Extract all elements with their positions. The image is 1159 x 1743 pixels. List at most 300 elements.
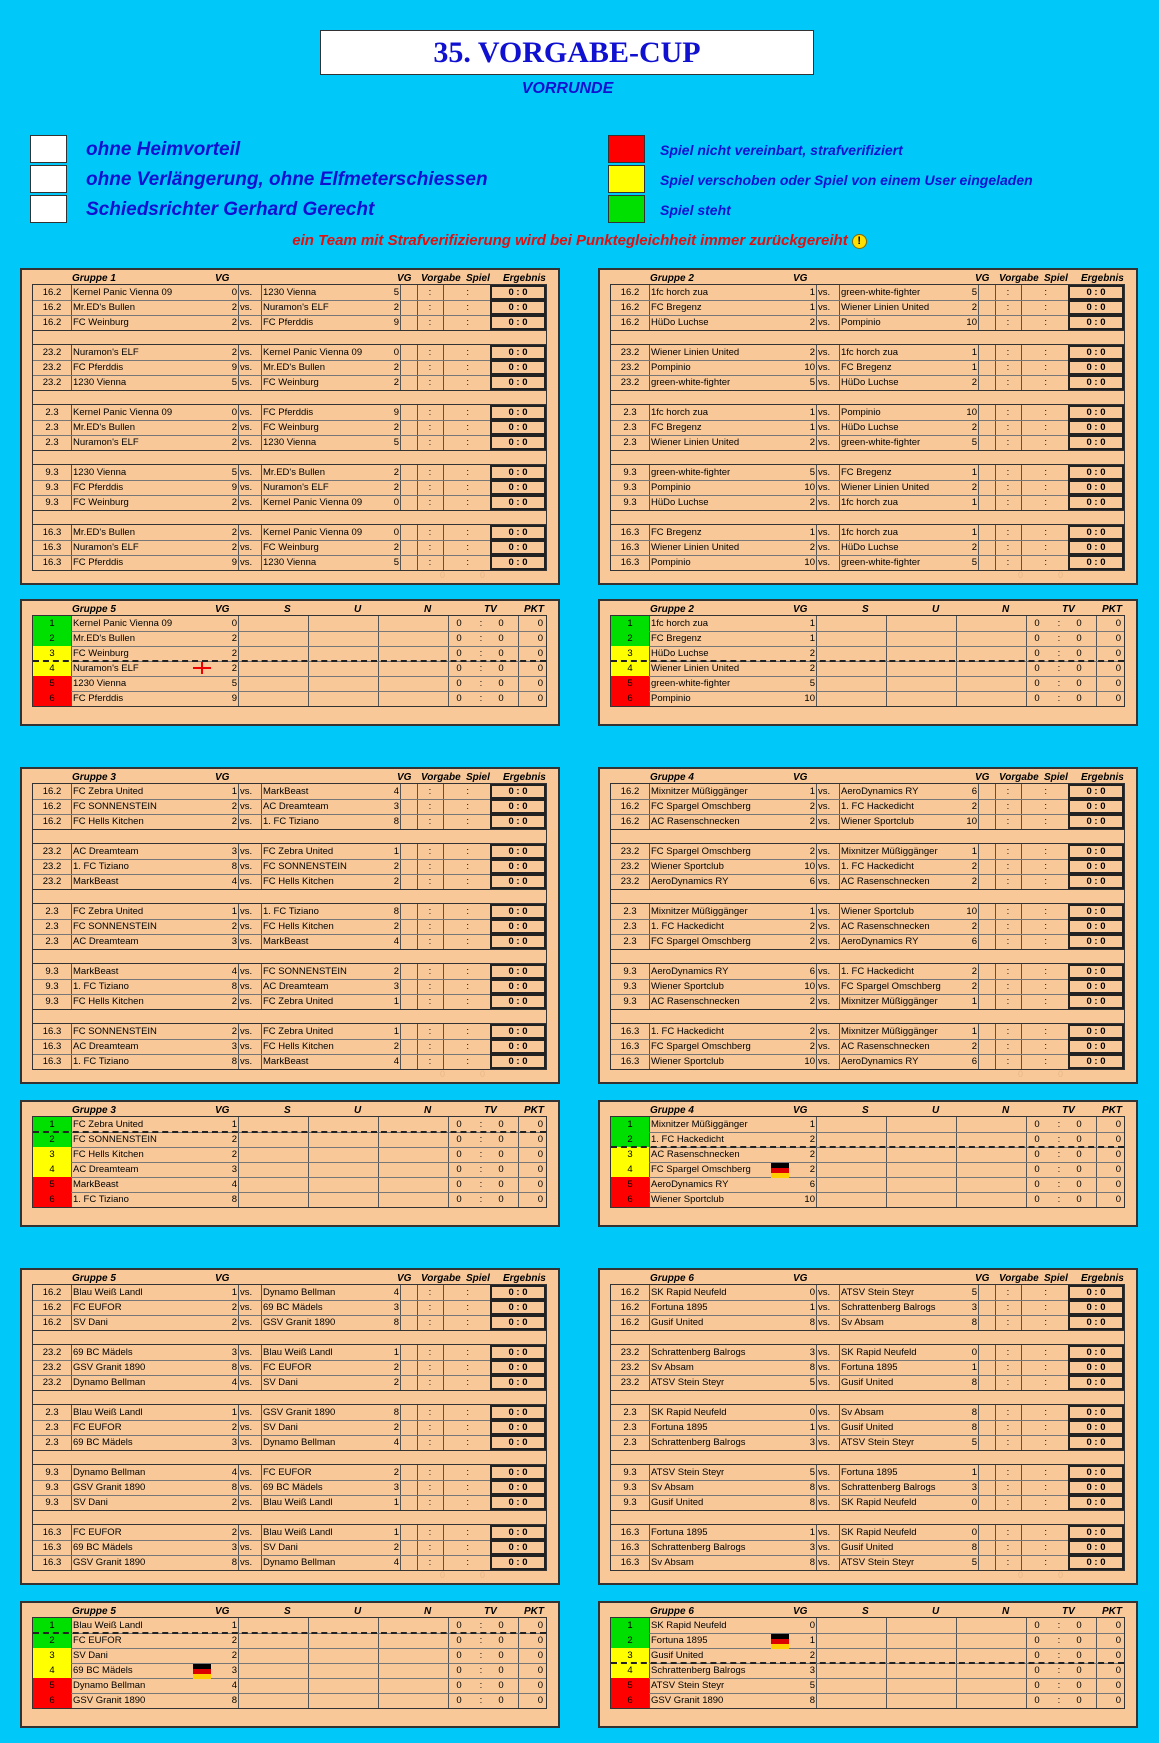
- vs-label: vs.: [818, 1287, 831, 1298]
- team-vg: 2: [809, 1164, 815, 1175]
- away-vg: 1: [971, 497, 977, 508]
- home-team: ATSV Stein Steyr: [651, 1377, 725, 1388]
- tv-for: 0: [1034, 1179, 1040, 1190]
- match-result: 0 : 0: [490, 964, 546, 979]
- vorgabe-colon: :: [428, 921, 432, 932]
- vorgabe-header: Vorgabe: [999, 1273, 1039, 1284]
- home-vg: 3: [231, 1347, 237, 1358]
- match-result: 0 : 0: [1068, 979, 1124, 994]
- match-result: 0 : 0: [490, 480, 546, 495]
- standings-row: [611, 1192, 1124, 1207]
- pkt-header: PKT: [524, 1606, 544, 1617]
- vs-label: vs.: [240, 786, 253, 797]
- home-team: FC Hells Kitchen: [73, 816, 144, 827]
- tv-for: 0: [1034, 1149, 1040, 1160]
- home-team: 1. FC Tiziano: [73, 1056, 129, 1067]
- match-result: 0 : 0: [490, 360, 546, 375]
- tv-colon: :: [479, 1635, 483, 1646]
- match-result: 0 : 0: [490, 1525, 546, 1540]
- fixtures-table: [32, 1284, 547, 1571]
- vorgabe-colon: :: [1006, 1347, 1010, 1358]
- points: 0: [1115, 1134, 1121, 1145]
- away-team: AeroDynamics RY: [841, 1056, 919, 1067]
- team-name: green-white-fighter: [651, 678, 731, 689]
- home-vg: 2: [231, 1317, 237, 1328]
- match-row: [33, 1285, 546, 1300]
- footer-zero: 0: [480, 1570, 486, 1580]
- standings-row: [33, 1648, 546, 1663]
- group-title: Gruppe 5: [72, 1273, 116, 1284]
- tv-against: 0: [1076, 1620, 1082, 1631]
- standings-row: [33, 1132, 546, 1147]
- team-name: Pompinio: [651, 693, 691, 704]
- home-team: AC Dreamteam: [73, 846, 139, 857]
- match-row: [611, 465, 1124, 480]
- matchday-gap: [611, 1450, 1124, 1465]
- matchday-gap: [611, 1009, 1124, 1024]
- match-result: 0 : 0: [490, 435, 546, 450]
- rank-cell: 5: [611, 676, 649, 691]
- match-row: [611, 1300, 1124, 1315]
- match-row: [33, 919, 546, 934]
- vs-label: vs.: [818, 362, 831, 373]
- germany-flag-icon: [771, 1634, 789, 1649]
- vorgabe-colon: :: [428, 1026, 432, 1037]
- spiel-colon: :: [466, 527, 469, 538]
- u-header: U: [354, 1105, 362, 1116]
- away-vg: 2: [393, 362, 399, 373]
- match-result: 0 : 0: [490, 784, 546, 799]
- tv-for: 0: [456, 618, 462, 629]
- standings-row: [611, 646, 1124, 661]
- home-team: AC Dreamteam: [73, 936, 139, 947]
- match-row: [33, 525, 546, 540]
- match-date: 9.3: [623, 966, 637, 977]
- away-vg: 3: [393, 1302, 399, 1313]
- home-vg: 2: [809, 1026, 815, 1037]
- tv-against: 0: [1076, 1680, 1082, 1691]
- vorgabe-colon: :: [428, 497, 432, 508]
- match-date: 2.3: [623, 407, 637, 418]
- spiel-colon: :: [466, 1026, 469, 1037]
- points: 0: [1115, 1164, 1121, 1175]
- home-team: 1230 Vienna: [73, 377, 127, 388]
- match-row: [33, 844, 546, 859]
- match-date: 9.3: [45, 467, 59, 478]
- home-vg: 1: [809, 407, 815, 418]
- team-vg: 2: [809, 648, 815, 659]
- vs-label: vs.: [818, 1557, 831, 1568]
- match-row: [33, 1039, 546, 1054]
- spiel-colon: :: [466, 467, 469, 478]
- footer-zero: 0: [1058, 1069, 1064, 1079]
- spiel-colon: :: [466, 996, 469, 1007]
- team-name: Mixnitzer Müßiggänger: [651, 1119, 748, 1130]
- match-date: 16.2: [42, 302, 62, 313]
- spiel-colon: :: [1044, 347, 1047, 358]
- vs-label: vs.: [818, 482, 831, 493]
- team-vg: 2: [231, 633, 237, 644]
- match-result: 0 : 0: [1068, 1420, 1124, 1435]
- spiel-colon: :: [1044, 497, 1047, 508]
- match-row: [611, 919, 1124, 934]
- match-row: [33, 420, 546, 435]
- vs-label: vs.: [240, 422, 253, 433]
- tv-colon: :: [479, 1164, 483, 1175]
- away-vg: 5: [393, 557, 399, 568]
- team-vg: 5: [809, 1680, 815, 1691]
- footer-zero: 0: [440, 1570, 446, 1580]
- match-row: [611, 1555, 1124, 1570]
- match-result: 0 : 0: [490, 525, 546, 540]
- match-result: 0 : 0: [490, 919, 546, 934]
- away-team: FC Hells Kitchen: [263, 921, 334, 932]
- qualification-line: [33, 1131, 546, 1133]
- vorgabe-colon: :: [428, 861, 432, 872]
- team-vg: 0: [231, 618, 237, 629]
- match-date: 16.2: [42, 786, 62, 797]
- team-name: FC Pferddis: [73, 693, 124, 704]
- match-date: 16.3: [620, 542, 640, 553]
- home-team: FC EUFOR: [73, 1302, 122, 1313]
- vs-label: vs.: [818, 1317, 831, 1328]
- team-vg: 2: [809, 663, 815, 674]
- ergebnis-header: Ergebnis: [1081, 273, 1124, 284]
- home-vg: 2: [809, 1041, 815, 1052]
- match-result: 0 : 0: [1068, 799, 1124, 814]
- group-title: Gruppe 6: [650, 1273, 694, 1284]
- vorgabe-colon: :: [428, 876, 432, 887]
- vs-label: vs.: [240, 1362, 253, 1373]
- points: 0: [537, 1620, 543, 1631]
- match-date: 2.3: [45, 407, 59, 418]
- match-row: [33, 1480, 546, 1495]
- match-result: 0 : 0: [1068, 814, 1124, 829]
- spiel-colon: :: [1044, 1437, 1047, 1448]
- home-vg: 8: [231, 1056, 237, 1067]
- vs-label: vs.: [818, 1407, 831, 1418]
- vorgabe-colon: :: [1006, 482, 1010, 493]
- vs-label: vs.: [818, 1527, 831, 1538]
- vorgabe-colon: :: [428, 1527, 432, 1538]
- match-row: [611, 300, 1124, 315]
- standings-row: [33, 691, 546, 706]
- home-team: Mr.ED's Bullen: [73, 527, 136, 538]
- team-name: GSV Granit 1890: [651, 1695, 724, 1706]
- home-vg: 3: [231, 1437, 237, 1448]
- team-vg: 1: [231, 1620, 237, 1631]
- tv-colon: :: [1057, 678, 1061, 689]
- spiel-colon: :: [1044, 317, 1047, 328]
- matchday-gap: [611, 829, 1124, 844]
- spiel-colon: :: [1044, 467, 1047, 478]
- spiel-colon: :: [466, 1437, 469, 1448]
- home-vg: 1: [231, 786, 237, 797]
- team-name: FC Spargel Omschberg: [651, 1164, 751, 1175]
- tv-for: 0: [456, 1149, 462, 1160]
- match-date: 16.3: [42, 1527, 62, 1538]
- away-vg: 8: [971, 1377, 977, 1388]
- tv-against: 0: [498, 1620, 504, 1631]
- away-team: HüDo Luchse: [841, 377, 899, 388]
- match-result: 0 : 0: [490, 814, 546, 829]
- home-team: Gusif United: [651, 1317, 704, 1328]
- team-name: ATSV Stein Steyr: [651, 1680, 725, 1691]
- team-vg: 10: [804, 1194, 815, 1205]
- match-row: [33, 375, 546, 390]
- points: 0: [537, 1149, 543, 1160]
- match-result: 0 : 0: [1068, 525, 1124, 540]
- match-result: 0 : 0: [1068, 1315, 1124, 1330]
- team-name: 1230 Vienna: [73, 678, 127, 689]
- legend-rule: ohne Verlängerung, ohne Elfmeterschiessen: [86, 169, 488, 190]
- vorgabe-colon: :: [1006, 1527, 1010, 1538]
- vs-label: vs.: [818, 1497, 831, 1508]
- tv-for: 0: [456, 663, 462, 674]
- spiel-colon: :: [466, 1287, 469, 1298]
- n-header: N: [1002, 1606, 1010, 1617]
- spiel-colon: :: [1044, 1557, 1047, 1568]
- match-row: [611, 1315, 1124, 1330]
- away-vg: 0: [971, 1527, 977, 1538]
- tv-colon: :: [1057, 1620, 1061, 1631]
- vorgabe-header: Vorgabe: [421, 273, 461, 284]
- points: 0: [537, 1665, 543, 1676]
- home-vg: 1: [809, 906, 815, 917]
- vs-label: vs.: [240, 861, 253, 872]
- vs-label: vs.: [818, 1542, 831, 1553]
- tv-colon: :: [479, 1119, 483, 1130]
- team-name: Dynamo Bellman: [73, 1680, 146, 1691]
- match-row: [33, 799, 546, 814]
- matchday-gap: [33, 1510, 546, 1525]
- match-result: 0 : 0: [490, 799, 546, 814]
- vorgabe-colon: :: [428, 467, 432, 478]
- spiel-colon: :: [466, 1407, 469, 1418]
- match-row: [33, 1024, 546, 1039]
- away-vg: 2: [971, 801, 977, 812]
- away-team: SK Rapid Neufeld: [841, 1497, 917, 1508]
- home-vg: 9: [231, 557, 237, 568]
- home-team: HüDo Luchse: [651, 497, 709, 508]
- group-title: Gruppe 3: [72, 1105, 116, 1116]
- away-vg: 2: [393, 921, 399, 932]
- vorgabe-colon: :: [428, 801, 432, 812]
- home-vg: 2: [231, 1527, 237, 1538]
- team-vg: 9: [231, 693, 237, 704]
- qualification-line: [33, 660, 546, 662]
- vs-label: vs.: [240, 1557, 253, 1568]
- vorgabe-colon: :: [428, 906, 432, 917]
- home-team: Schrattenberg Balrogs: [651, 1347, 746, 1358]
- match-result: 0 : 0: [1068, 1540, 1124, 1555]
- rank-cell: 3: [611, 1147, 649, 1162]
- home-team: FC Pferddis: [73, 362, 124, 373]
- home-vg: 2: [231, 1026, 237, 1037]
- pkt-header: PKT: [1102, 1606, 1122, 1617]
- vorgabe-colon: :: [428, 527, 432, 538]
- home-team: Kernel Panic Vienna 09: [73, 287, 173, 298]
- vs-label: vs.: [240, 966, 253, 977]
- match-row: [33, 874, 546, 889]
- exclamation-icon: !: [852, 234, 867, 249]
- home-vg: 2: [809, 542, 815, 553]
- spiel-colon: :: [466, 302, 469, 313]
- team-vg: 2: [231, 648, 237, 659]
- s-header: S: [284, 1105, 291, 1116]
- match-date: 23.2: [42, 1347, 62, 1358]
- footer-zero: 0: [1058, 570, 1064, 580]
- home-vg: 8: [231, 1362, 237, 1373]
- team-name: Blau Weiß Landl: [73, 1620, 143, 1631]
- away-vg: 2: [393, 377, 399, 388]
- away-team: Blau Weiß Landl: [263, 1527, 333, 1538]
- standings-row: [33, 1192, 546, 1207]
- match-date: 16.2: [620, 1302, 640, 1313]
- tv-header: TV: [1062, 1105, 1075, 1116]
- rank-cell: 1: [611, 1117, 649, 1132]
- vg-header: VG: [793, 772, 808, 783]
- match-result: 0 : 0: [490, 345, 546, 360]
- match-date: 23.2: [620, 1347, 640, 1358]
- rank-cell: 1: [33, 1618, 71, 1633]
- spiel-colon: :: [1044, 1527, 1047, 1538]
- match-result: 0 : 0: [490, 1435, 546, 1450]
- match-row: [33, 465, 546, 480]
- away-vg: 3: [393, 1482, 399, 1493]
- spiel-colon: :: [466, 861, 469, 872]
- match-date: 16.2: [620, 317, 640, 328]
- vs-label: vs.: [818, 422, 831, 433]
- away-vg: 5: [971, 557, 977, 568]
- u-header: U: [932, 1105, 940, 1116]
- tv-against: 0: [498, 648, 504, 659]
- n-header: N: [1002, 604, 1010, 615]
- standings-panel: [598, 1100, 1138, 1227]
- away-team: ATSV Stein Steyr: [841, 1287, 915, 1298]
- home-vg: 3: [231, 846, 237, 857]
- tv-colon: :: [1057, 1119, 1061, 1130]
- vs-label: vs.: [818, 377, 831, 388]
- match-date: 2.3: [623, 1422, 637, 1433]
- match-date: 23.2: [42, 347, 62, 358]
- spiel-colon: :: [466, 1362, 469, 1373]
- legend-box: [30, 135, 67, 163]
- match-row: [611, 1345, 1124, 1360]
- points: 0: [1115, 648, 1121, 659]
- away-team: green-white-fighter: [841, 437, 921, 448]
- match-date: 23.2: [42, 846, 62, 857]
- vs-label: vs.: [240, 996, 253, 1007]
- team-vg: 2: [231, 1635, 237, 1646]
- away-team: MarkBeast: [263, 936, 309, 947]
- vg-header: VG: [397, 1273, 412, 1284]
- away-vg: 4: [393, 1056, 399, 1067]
- vs-label: vs.: [240, 302, 253, 313]
- match-date: 2.3: [45, 1422, 59, 1433]
- away-team: Gusif United: [841, 1422, 894, 1433]
- vs-label: vs.: [818, 317, 831, 328]
- vorgabe-colon: :: [1006, 1317, 1010, 1328]
- home-vg: 1: [231, 906, 237, 917]
- match-result: 0 : 0: [490, 1315, 546, 1330]
- away-team: SV Dani: [263, 1422, 298, 1433]
- vorgabe-colon: :: [428, 966, 432, 977]
- spiel-colon: :: [1044, 287, 1047, 298]
- germany-flag-icon: [193, 1664, 211, 1679]
- match-date: 16.3: [42, 1056, 62, 1067]
- match-row: [33, 1555, 546, 1570]
- home-team: FC EUFOR: [73, 1527, 122, 1538]
- vs-label: vs.: [818, 1482, 831, 1493]
- away-team: SK Rapid Neufeld: [841, 1527, 917, 1538]
- home-team: 1. FC Tiziano: [73, 981, 129, 992]
- tv-colon: :: [479, 1179, 483, 1190]
- home-vg: 5: [809, 377, 815, 388]
- away-team: 1fc horch zua: [841, 497, 899, 508]
- match-row: [611, 979, 1124, 994]
- matchday-gap: [611, 510, 1124, 525]
- page-subtitle: VORRUNDE: [521, 80, 614, 97]
- match-row: [33, 964, 546, 979]
- home-vg: 5: [809, 467, 815, 478]
- tv-against: 0: [498, 693, 504, 704]
- home-vg: 2: [231, 347, 237, 358]
- standings-row: [611, 1633, 1124, 1648]
- away-team: FC EUFOR: [263, 1467, 312, 1478]
- vs-label: vs.: [240, 557, 253, 568]
- tv-against: 0: [1076, 1665, 1082, 1676]
- vorgabe-colon: :: [1006, 936, 1010, 947]
- vs-label: vs.: [818, 407, 831, 418]
- away-vg: 0: [393, 347, 399, 358]
- match-row: [611, 1540, 1124, 1555]
- vs-label: vs.: [818, 287, 831, 298]
- home-team: MarkBeast: [73, 966, 119, 977]
- standings-table: [610, 615, 1125, 707]
- away-vg: 1: [393, 1497, 399, 1508]
- vorgabe-colon: :: [428, 362, 432, 373]
- match-row: [611, 435, 1124, 450]
- spiel-colon: :: [1044, 1497, 1047, 1508]
- match-row: [33, 979, 546, 994]
- spiel-colon: :: [1044, 377, 1047, 388]
- vorgabe-header: Vorgabe: [421, 1273, 461, 1284]
- match-row: [611, 814, 1124, 829]
- away-vg: 2: [971, 981, 977, 992]
- away-team: AC Rasenschnecken: [841, 1041, 930, 1052]
- match-date: 9.3: [623, 482, 637, 493]
- match-date: 2.3: [623, 936, 637, 947]
- home-team: FC Weinburg: [73, 497, 129, 508]
- vs-label: vs.: [240, 377, 253, 388]
- vs-label: vs.: [818, 801, 831, 812]
- vs-label: vs.: [240, 936, 253, 947]
- standings-row: [611, 1177, 1124, 1192]
- away-vg: 1: [971, 996, 977, 1007]
- qualification-line: [611, 1146, 1124, 1148]
- match-row: [611, 525, 1124, 540]
- team-vg: 2: [231, 1650, 237, 1661]
- vs-label: vs.: [818, 936, 831, 947]
- away-team: FC Pferddis: [263, 317, 314, 328]
- ergebnis-header: Ergebnis: [503, 273, 546, 284]
- away-vg: 8: [393, 1317, 399, 1328]
- matchday-gap: [611, 1390, 1124, 1405]
- away-vg: 8: [393, 906, 399, 917]
- match-row: [33, 360, 546, 375]
- fixtures-table: [610, 284, 1125, 571]
